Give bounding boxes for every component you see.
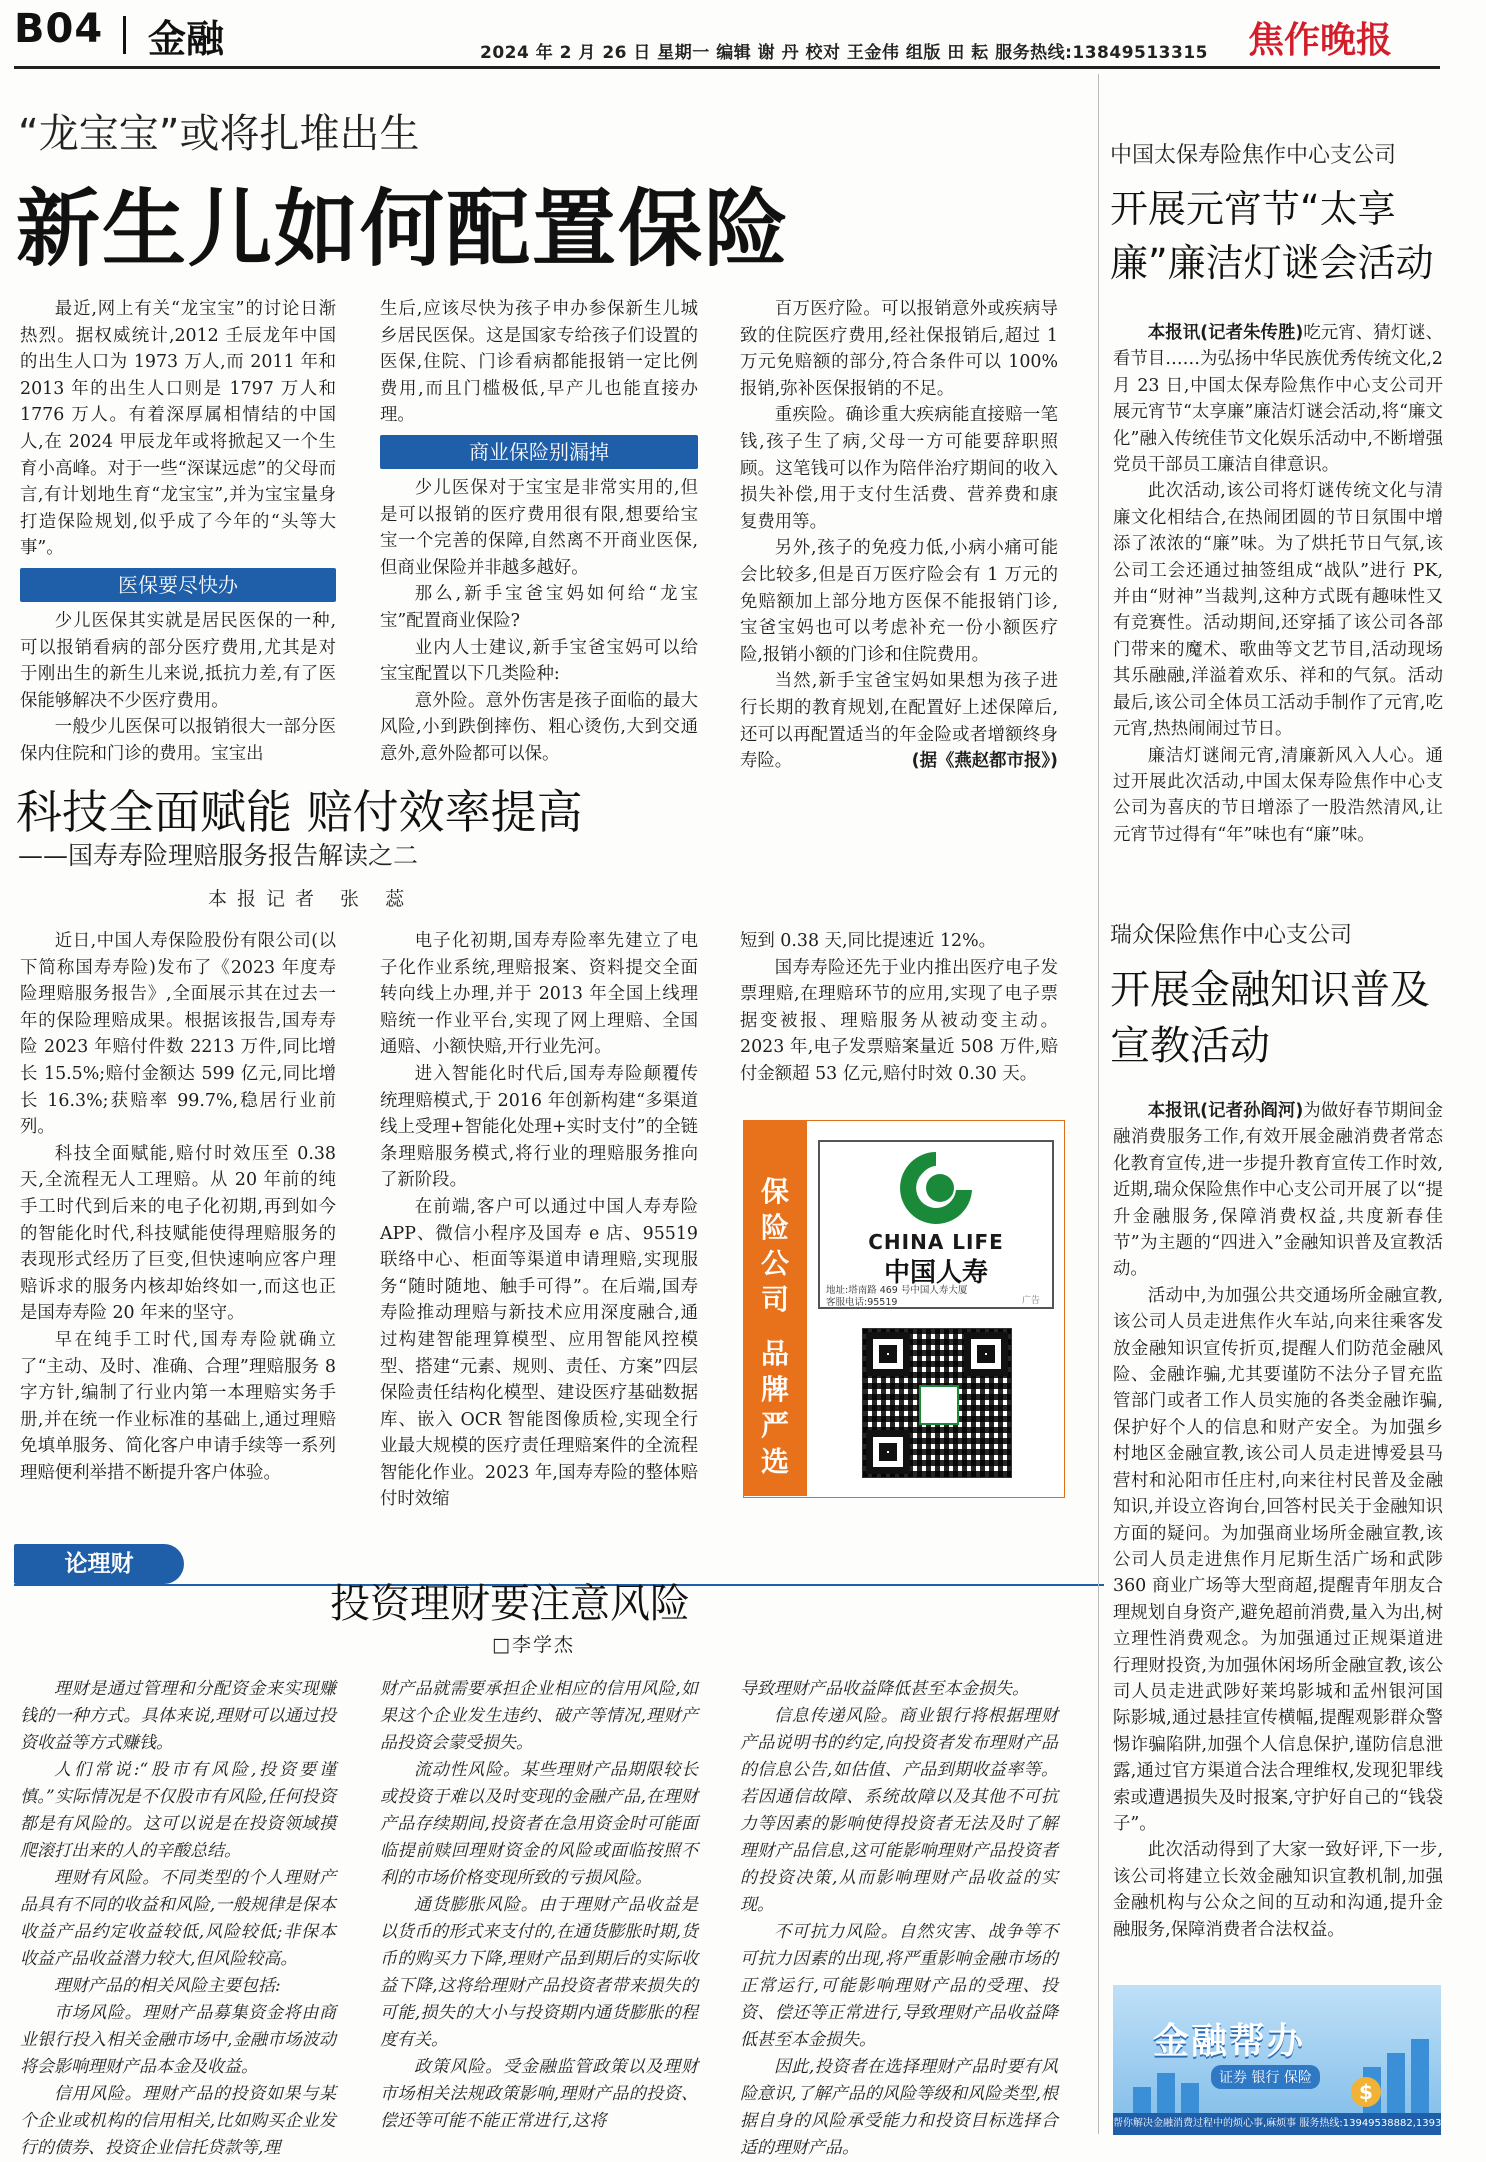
paragraph: 理财有风险。不同类型的个人理财产品具有不同的收益和风险,一般规律是保本收益产品约定收益较低,风险较低;非保本收益产品收益潜力较大,但风险较高。 (20, 1868, 336, 1969)
paragraph: 国寿寿险还先于业内推出医疗电子发票理赔,在理赔环节的应用,实现了电子票据变被报、理赔服务从被动变主动。2023 年,电子发票赔案量近 508 万件,赔付金额超 53 亿元,赔付时效 0.30 天。 (740, 957, 1058, 1084)
paragraph: 政策风险。受金融监管政策以及理财市场相关法规政策影响,理财产品的投资、偿还等可能不能正常进行,这将 (380, 2057, 698, 2131)
a2-byline: 本报记者 张 蕊 (208, 888, 415, 910)
a1-column-2 (380, 296, 698, 764)
a1-headline: 新生儿如何配置保险 (16, 180, 791, 278)
paragraph: 早在纯手工时代,国寿寿险就确立了“主动、及时、准确、合理”理赔服务 8 字方针,编制了行业内第一本理赔实务手册,并在统一作业标准的基础上,通过理赔免填单服务、简化客户申请手续等一系列理赔便利举措不断提升客户体验。 (20, 1329, 336, 1483)
paragraph: 财产品就需要承担企业相应的信用风险,如果这个企业发生违约、破产等情况,理财产品投资会蒙受损失。 (380, 1679, 698, 1753)
paragraph: 科技全面赋能,赔付时效压至 0.38 天,全流程无人工理赔。从 20 年前的纯手工时代到后来的电子化初期,再到如今的智能化时代,科技赋能使得理赔服务的表现形式经历了巨变,但快速响应客户理赔诉求的服务内核却始终如一,而这也正是国寿寿险 20 年来的坚守。 (20, 1143, 336, 1324)
banner-title: 金融帮办 (1153, 2021, 1306, 2062)
a1-kicker: “龙宝宝”或将扎堆出生 (18, 111, 420, 157)
page-number: B04 (14, 6, 104, 52)
ad-side-text-2: 品牌严选 (760, 1337, 789, 1478)
paragraph: 流动性风险。某些理财产品期限较长或投资于难以及时变现的金融产品,在理财产品存续期间,投资者在急用资金时可能面临提前赎回理财资金的风险或面临按照不利的市场价格变现所致的亏损风险。 (380, 1760, 698, 1888)
a1-column-3 (740, 296, 1058, 772)
a2-column-1 (20, 928, 336, 1503)
article-source: (据《燕赵都市报》) (911, 751, 1058, 772)
r1-lead: 本报讯(记者朱传胜) (1147, 323, 1304, 343)
paragraph: 因此,投资者在选择理财产品时要有风险意识,了解产品的风险等级和风险类型,根据自身的风险承受能力和投资目标选择合适的理财产品。 (740, 2057, 1058, 2158)
ad-logo-box (818, 1140, 1054, 1309)
paragraph: 生后,应该尽快为孩子申办参保新生儿城乡居民医保。这是国家专给孩子们设置的医保,住院、门诊看病都能报销一定比例费用,而且门槛极低,早产儿也能直接办理。 (380, 299, 698, 426)
paragraph: 那么,新手宝爸宝妈如何给“龙宝宝”配置商业保险? (380, 584, 698, 631)
a1-subhead-2: 商业保险别漏掉 (380, 435, 698, 469)
r2-organization: 瑞众保险焦作中心支公司 (1110, 923, 1353, 948)
paragraph: 少儿医保对于宝宝是非常实用的,但是可以报销的医疗费用很有限,想要给宝宝一个完善的保障,自然离不开商业医保,但商业保险并非越多越好。 (380, 477, 698, 578)
a1-subhead-1: 医保要尽快办 (20, 568, 336, 602)
section-name: 金融 (148, 17, 225, 61)
paragraph: 人们常说:“股市有风险,投资要谨慎。”实际情况是不仅股市有风险,任何投资都是有风险的。这可以说是在投资领域摸爬滚打出来的人的辛酸总结。 (20, 1760, 336, 1861)
r1-organization: 中国太保寿险焦作中心支公司 (1110, 143, 1397, 168)
paragraph: 近日,中国人寿保险股份有限公司(以下简称国寿寿险)发布了《2023 年度寿险理赔服务报告》,全面展示其在过去一年的保险理赔成果。根据该报告,国寿寿险 2023 年赔付件数 2213 万件,同比增长 15.5%;赔付金额达 599 亿元,同比增长 16.3%;获赔率 99.7%,稳居行业前列。 (20, 931, 336, 1138)
paragraph: 不可抗力风险。自然灾害、战争等不可抗力因素的出现,将严重影响金融市场的正常运行,可能影响理财产品的受理、投资、偿还等正常进行,导致理财产品收益降低甚至本金损失。 (740, 1922, 1058, 2050)
r1-body (1113, 320, 1443, 894)
r2-headline: 开展金融知识普及宣教活动 (1110, 967, 1430, 1069)
a3-column-2 (380, 1676, 698, 2138)
a3-column-3 (740, 1676, 1058, 2158)
paragraph-text: 为做好春节期间金融消费服务工作,有效开展金融消费者常态化教育宣传,进一步提升教育宣传工作时效,近期,瑞众保险焦作中心支公司开展了以“提升金融服务,保障消费权益,共度新春佳节”为主题的“四进入”金融知识普及宣教活动。 (1113, 1101, 1443, 1280)
paragraph: 短到 0.38 天,同比提速近 12%。 (740, 931, 997, 951)
header-info: 2024 年 2 月 26 日 星期一 编辑 谢 丹 校对 王金伟 组版 田 耘 服务热线:13849513315 (480, 43, 1208, 63)
ad-brand-en: CHINA LIFE (868, 1230, 1004, 1254)
paragraph: 业内人士建议,新手宝爸宝妈可以给宝宝配置以下几类险种: (380, 637, 698, 685)
paragraph (1113, 1098, 1443, 1283)
newspaper-logo: 焦作晚报 (1248, 19, 1393, 61)
paragraph: 通货膨胀风险。由于理财产品收益是以货币的形式来支付的,在通货膨胀时期,货币的购买力下降,理财产品到期后的实际收益下降,这将给理财产品投资者带来损失的可能,损失的大小与投资期内通货膨胀的程度有关。 (380, 1895, 698, 2050)
r2-body (1113, 1098, 1443, 1974)
paragraph: 信息传递风险。商业银行将根据理财产品说明书的约定,向投资者发布理财产品的信息公告,如估值、产品到期收益率等。若因通信故障、系统故障以及其他不可抗力等因素的影响使得投资者无法及时了解理财产品信息,这可能影响理财产品投资者的投资决策,从而影响理财产品收益的实现。 (740, 1706, 1058, 1915)
ad-hotline: 客服电话:95519 (826, 1297, 898, 1308)
a3-author: □李学杰 (492, 1634, 575, 1656)
paragraph (1113, 320, 1443, 478)
r1-headline: 开展元宵节“太享廉”廉洁灯谜会活动 (1110, 187, 1434, 285)
paragraph: 百万医疗险。可以报销意外或疾病导致的住院医疗费用,经社保报销后,超过 1 万元免赔额的部分,符合条件可以 100%报销,弥补医保报销的不足。 (740, 299, 1058, 399)
paragraph: 最近,网上有关“龙宝宝”的讨论日渐热烈。据权威统计,2012 壬辰龙年中国的出生人口为 1973 万人,而 2011 年和 2013 年的出生人口则是 1797 万人和 1776 万人。有着深厚属相情结的中国人,在 2024 甲辰龙年或将掀起又一个生育小高峰。对于一些“深谋远虑”的父母而言,有计划地生育“龙宝宝”,并为宝宝量身打造保险规划,似乎成了今年的“头等大事”。 (20, 299, 336, 559)
paragraph: 活动中,为加强公共交通场所金融宣教,该公司人员走进焦作火车站,向来往乘客发放金融知识宣传折页,提醒人们防范金融风险、金融诈骗,尤其要谨防不法分子冒充监管部门或者工作人员实施的各类金融诈骗,保护好个人的信息和财产安全。为加强乡村地区金融宣教,该公司人员走进博爱县马营村和沁阳市任庄村,向来往村民普及金融知识,并设立咨询台,回答村民关于金融知识方面的疑问。为加强商业场所金融宣教,该公司人员走进焦作月尼斯生活广场和武陟 360 商业广场等大型商超,提醒青年朋友合理规划自身资产,避免超前消费,量入为出,树立理性消费观念。为加强通过正规渠道进行理财投资,为加强休闲场所金融宣教,该公司人员走进武陟好莱坞影城和孟州银河国际影城,通过悬挂宣传横幅,提醒观影群众警惕诈骗陷阱,加强个人信息保护,谨防信息泄露,通过官方渠道合法合理维权,发现犯罪线索或遭遇损失及时报案,守护好自己的“钱袋子”。 (1113, 1285, 1443, 1834)
a2-headline: 科技全面赋能 赔付效率提高 (16, 785, 583, 839)
a1-column-1 (20, 296, 336, 764)
paragraph: 此次活动,该公司将灯谜传统文化与清廉文化相结合,在热闹团圆的节日氛围中增添了浓浓的“廉”味。为了烘托节日气氛,该公司工会还通过抽签组成“战队”进行 PK,并由“财神”当裁判,这种方式既有趣味性又有竞赛性。活动期间,还穿插了该公司各部门带来的魔术、歌曲等文艺节目,活动现场其乐融融,洋溢着欢乐、祥和的气氛。活动最后,该公司全体员工活动手制作了元宵,吃元宵,热热闹闹过节日。 (1113, 481, 1443, 740)
a3-column-tag: 论理财 (14, 1544, 184, 1584)
qr-center-logo-icon (919, 1385, 959, 1425)
ad-address: 地址:塔南路 469 号中国人寿大厦 (826, 1285, 968, 1296)
finance-help-banner[interactable] (1113, 1985, 1486, 2135)
paragraph: 电子化初期,国寿寿险率先建立了电子化作业系统,理赔报案、资料提交全面转向线上办理,并于 2013 年全国上线理赔统一作业平台,实现了网上理赔、全国通赔、小额快赔,开行业先河。 (380, 931, 698, 1058)
paragraph: 此次活动得到了大家一致好评,下一步,该公司将建立长效金融知识宣教机制,加强金融机构与公众之间的互动和沟通,提升金融服务,保障消费者合法权益。 (1113, 1840, 1443, 1940)
china-life-emblem-icon (892, 1148, 980, 1228)
header-rule (14, 66, 1440, 69)
paragraph: 理财是通过管理和分配资金来实现赚钱的一种方式。具体来说,理财可以通过投资收益等方式赚钱。 (20, 1679, 336, 1753)
banner-tags: 证券 银行 保险 (1211, 2065, 1320, 2089)
ad-mark: 广告 (1022, 1296, 1041, 1306)
paragraph: 理财产品的相关风险主要包括: (54, 1976, 281, 1996)
paragraph: 廉洁灯谜闹元宵,清廉新风入人心。通过开展此次活动,中国太保寿险焦作中心支公司为喜庆的节日增添了一股浩然清风,让元宵节过得有“年”味也有“廉”味。 (1113, 745, 1443, 845)
a2-column-3 (740, 928, 1058, 1108)
coin-icon: $ (1351, 2077, 1381, 2107)
paragraph: 导致理财产品收益降低甚至本金损失。 (740, 1679, 1029, 1699)
paragraph: 另外,孩子的免疫力低,小病小痛可能会比较多,但是百万医疗险会有 1 万元的免赔额加上部分地方医保不能报销门诊,宝爸宝妈也可以考虑补充一份小额医疗险,报销小额的门诊和住院费用。 (740, 538, 1058, 665)
ad-side-strip (743, 1120, 807, 1496)
a3-headline: 投资理财要注意风险 (330, 1581, 690, 1627)
r2-lead: 本报讯(记者孙阎河) (1147, 1101, 1304, 1121)
paragraph: 重疾险。确诊重大疾病能直接赔一笔钱,孩子生了病,父母一方可能要辞职照顾。这笔钱可以作为陪伴治疗期间的收入损失补偿,用于支付生活费、营养费和康复费用等。 (740, 405, 1058, 532)
paragraph: 少儿医保其实就是居民医保的一种,可以报销看病的部分医疗费用,尤其是对于刚出生的新生儿来说,抵抗力差,有了医保能够解决不少医疗费用。 (20, 610, 336, 711)
paragraph-text: 当然,新手宝爸宝妈如果想为孩子进行长期的教育规划,在配置好上述保障后,还可以再配置适当的年金险或者增额终身寿险。 (740, 671, 1058, 772)
right-column-divider (1098, 74, 1099, 2134)
qr-code-icon[interactable] (862, 1328, 1012, 1478)
paragraph: 市场风险。理财产品募集资金将由商业银行投入相关金融市场中,金融市场波动将会影响理财产品本金及收益。 (20, 2003, 336, 2077)
banner-footer: 帮你解决金融消费过程中的烦心事,麻烦事 服务热线:13949538882,13939125889 (1113, 2113, 1441, 2135)
a2-column-2 (380, 928, 698, 1510)
a3-column-1 (20, 1676, 336, 2158)
header-separator (123, 16, 126, 54)
paragraph: 在前端,客户可以通过中国人寿寿险 APP、微信小程序及国寿 e 店、95519 联络中心、柜面等渠道申请理赔,实现服务“随时随地、触手可得”。在后端,国寿寿险推动理赔与新技术应用深度融合,通过构建智能理算模型、应用智能风控模型、搭建“元素、规则、责任、方案”四层保险责任结构化模型、建设医疗基础数据库、嵌入 OCR 智能图像质检,实现全行业最大规模的医疗责任理赔案件的全流程智能化作业。2023 年,国寿寿险的整体赔付时效缩 (380, 1196, 698, 1510)
paragraph: 意外险。意外伤害是孩子面临的最大风险,小到跌倒摔伤、粗心烫伤,大到交通意外,意外险都可以保。 (380, 690, 698, 764)
ad-brand-cn: 中国人寿 (883, 1258, 988, 1288)
paragraph: 一般少儿医保可以报销很大一部分医保内住院和门诊的费用。宝宝出 (20, 717, 336, 764)
ad-side-text-1: 保险公司 (760, 1175, 789, 1316)
a2-subtitle: ——国寿寿险理赔服务报告解读之二 (18, 841, 419, 870)
paragraph (740, 668, 1058, 774)
paragraph: 进入智能化时代后,国寿寿险颠覆传统理赔模式,于 2016 年创新构建“多渠道线上受理+智能化处理+实时支付”的全链条理赔服务模式,将行业的理赔服务推向了新阶段。 (380, 1063, 698, 1191)
paragraph-text: 吃元宵、猜灯谜、看节目……为弘扬中华民族优秀传统文化,2 月 23 日,中国太保寿险焦作中心支公司开展元宵节“太享廉”廉洁灯谜会活动,将“廉文化”融入传统佳节文化娱乐活动中,不断增强党员干部员工廉洁自律意识。 (1113, 323, 1443, 476)
paragraph: 信用风险。理财产品的投资如果与某个企业或机构的信用相关,比如购买企业发行的债券、投资企业信托贷款等,理 (20, 2084, 336, 2158)
